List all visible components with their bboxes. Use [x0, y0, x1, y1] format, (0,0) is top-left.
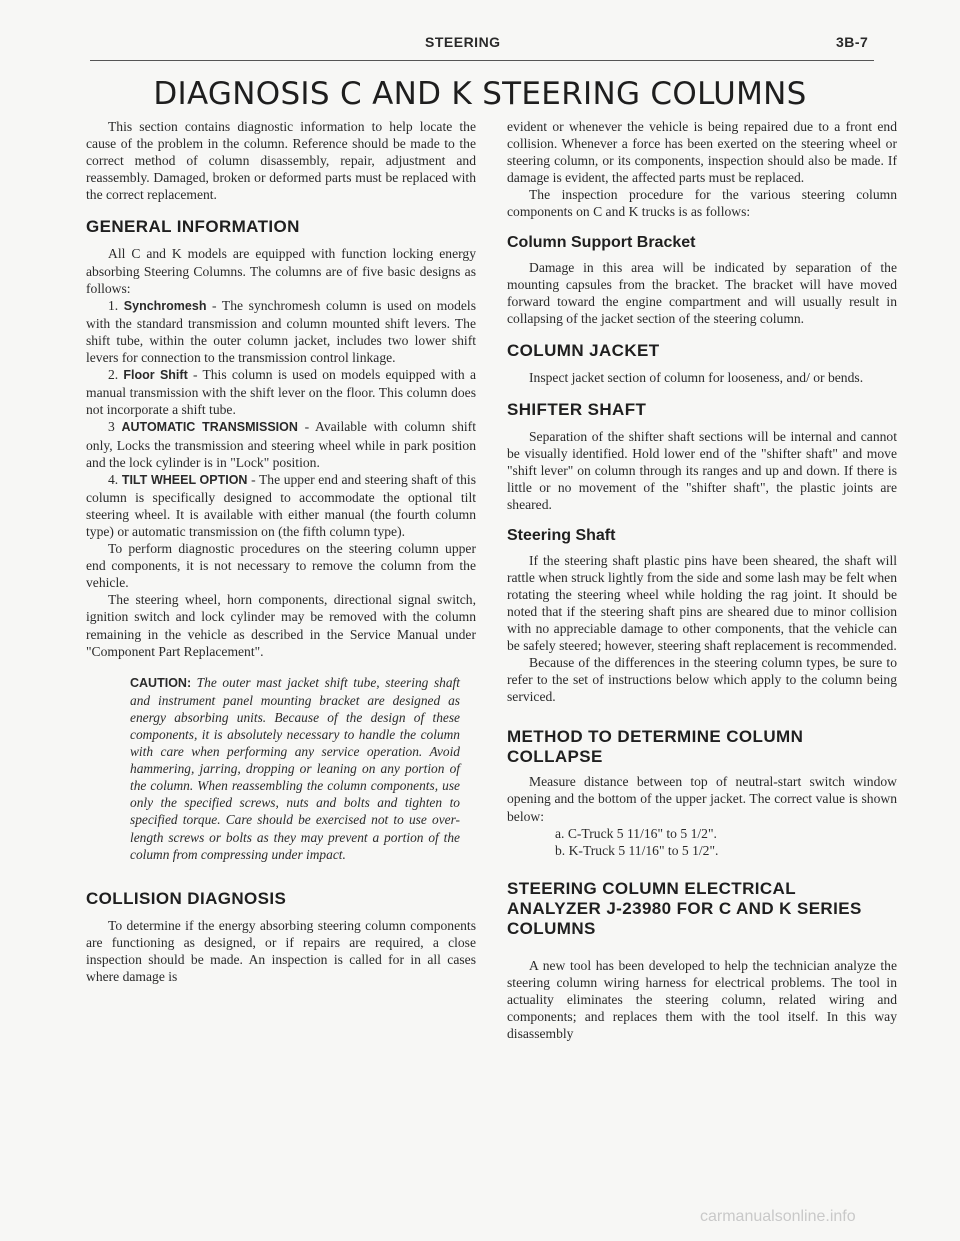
method-heading-line-1: METHOD TO DETERMINE COLUMN: [507, 727, 804, 747]
watermark: carmanualsonline.info: [700, 1208, 856, 1225]
analyzer-heading-line-3: COLUMNS: [507, 918, 596, 938]
steering-shaft-heading: Steering Shaft: [507, 526, 616, 544]
steering-shaft-paragraph-2: Because of the differences in the steering column types, be sure to refer to the set of instructions below which apply to the column being serviced.: [507, 655, 897, 705]
design-item-4: [86, 471, 476, 540]
design-item-label: Floor Shift: [123, 368, 188, 383]
running-header: [0, 34, 960, 56]
general-paragraph-1: All C and K models are equipped with function locking energy absorbing Steering Columns. The columns are of five basic designs as follows:: [86, 246, 476, 296]
method-heading: [507, 727, 897, 767]
method-heading-line-2: COLLAPSE: [507, 747, 603, 767]
design-item-text: - This column is used on models equipped with a manual transmission with the shift lever on the floor. This column does not incorporate a shift tube.: [86, 367, 476, 418]
design-item-text: - The upper end and steering shaft of this column is specifically designed to accommodate the optional tilt steering wheel. It is available with either manual (the fourth column type) or automatic transmission on (the fifth column type).: [86, 471, 476, 539]
design-item-text: - Available with column shift only, Locks the transmission and steering wheel while in park position and the lock cylinder is in "Lock" position.: [86, 419, 476, 470]
analyzer-heading-line-2: ANALYZER J-23980 FOR C AND K SERIES: [507, 898, 862, 918]
design-item-number: 2.: [108, 367, 119, 383]
analyzer-text: A new tool has been developed to help the technician analyze the steering column wiring harness for electrical problems. The tool in actuality eliminates the steering column, related wiring and components; and replaces them with the tool itself. In this way disassembly: [507, 957, 897, 1042]
header-rule: [90, 60, 874, 61]
collision-paragraph-1-continued: evident or whenever the vehicle is being repaired due to a front end collision. Whenever a force has been exerted on the steering wheel or steering column, or its components, inspection should also be made. If damage is evident, the affected parts must be replaced.: [507, 119, 897, 186]
design-item-3: [86, 418, 476, 470]
method-values-list: [555, 825, 897, 859]
right-column: [507, 118, 897, 1042]
design-item-1: [86, 297, 476, 366]
column-jacket-text: Inspect jacket section of column for looseness, and/ or bends.: [529, 369, 864, 385]
method-value-k-truck: b. K-Truck 5 11/16" to 5 1/2".: [555, 842, 719, 858]
column-jacket-heading: COLUMN JACKET: [507, 340, 660, 360]
page-title: DIAGNOSIS C AND K STEERING COLUMNS: [153, 76, 807, 112]
design-item-2: [86, 366, 476, 418]
general-paragraph-3: The steering wheel, horn components, directional signal switch, ignition switch and lock cylinder may be removed with the column remaining in the vehicle as described in the Service Manual under "Component Part Replacement".: [86, 592, 476, 659]
caution-label: CAUTION:: [130, 675, 192, 690]
steering-shaft-paragraph-1: If the steering shaft plastic pins have been sheared, the shaft will rattle when struck lightly from the side and some lash may be felt when rotating the steering wheel while holding the rag joint. It should be noted that if the steering shaft pins are sheared due to minor collision with no appreciable damage to other components, that the vehicle can be safely steered; however, steering shaft replacement is recommended.: [507, 552, 897, 653]
collision-diagnosis-heading: COLLISION DIAGNOSIS: [86, 888, 287, 908]
method-value-c-truck: a. C-Truck 5 11/16" to 5 1/2".: [555, 825, 717, 841]
column-support-bracket-heading: Column Support Bracket: [507, 233, 696, 251]
caution-note: [130, 674, 460, 863]
general-information-heading: GENERAL INFORMATION: [86, 217, 300, 237]
header-page-number: 3B-7: [836, 34, 869, 50]
design-item-text: - The synchromesh column is used on models with the standard transmission and column mounted shift levers. The shift tube, within the outer column jacket, includes two lower shift levers for connection to the transmission control linkage.: [86, 297, 476, 366]
intro-paragraph: This section contains diagnostic information to help locate the cause of the problem in the column. Reference should be made to the correct method of column disassembly, repair, adjustment and reassembly. Damaged, broken or deformed parts must be replaced with the correct replacement.: [86, 119, 476, 203]
general-paragraph-2: To perform diagnostic procedures on the steering column upper end components, it is not necessary to remove the column from the vehicle.: [86, 541, 476, 591]
design-item-label: TILT WHEEL OPTION: [121, 472, 248, 487]
design-item-number: 1.: [108, 297, 119, 313]
analyzer-heading-line-1: STEERING COLUMN ELECTRICAL: [507, 878, 797, 898]
column-support-bracket-text: Damage in this area will be indicated by separation of the mounting capsules from the bracket. The bracket will have moved forward toward the engine compartment and will usually result in collapsing of the jacket section of the steering column.: [507, 259, 897, 326]
method-text: Measure distance between top of neutral-start switch window opening and the bottom of the upper jacket. The correct value is shown below:: [507, 774, 897, 824]
shifter-shaft-text: Separation of the shifter shaft sections will be internal and cannot be visually identified. Hold lower end of the "shifter shaft" and move "shift lever" on column through its ranges and up and down. If there is little or no movement of the "shifter shaft", the plastic joints are sheared.: [507, 429, 897, 513]
caution-text: The outer mast jacket shift tube, steering shaft and instrument panel mounting bracket are designed as energy absorbing units. Because of the design of these components, it is absolutely necessary to handle the column with care when performing any service operation. Avoid hammering, jarring, dropping or leaning on any portion of the column. When reassembling the column components, use only the specified screws, nuts and bolts and tighten to specified torque. Care should be exercised not to use over-length screws or bolts as they may prevent a portion of the column from compressing under impact.: [130, 674, 460, 862]
left-column: [86, 118, 476, 985]
design-item-label: Synchromesh: [123, 298, 207, 313]
design-item-number: 4.: [108, 471, 119, 487]
design-item-label: AUTOMATIC TRANSMISSION: [121, 420, 298, 435]
design-item-number: 3: [108, 419, 115, 435]
shifter-shaft-heading: SHIFTER SHAFT: [507, 400, 647, 420]
collision-paragraph-1: To determine if the energy absorbing steering column components are functioning as designed, or if repairs are required, a close inspection should be made. An inspection is called for in all cases where damage is: [86, 917, 476, 985]
collision-paragraph-2: The inspection procedure for the various steering column components on C and K trucks is as follows:: [507, 187, 897, 220]
header-section-name: STEERING: [425, 34, 501, 50]
analyzer-heading: [507, 879, 897, 939]
